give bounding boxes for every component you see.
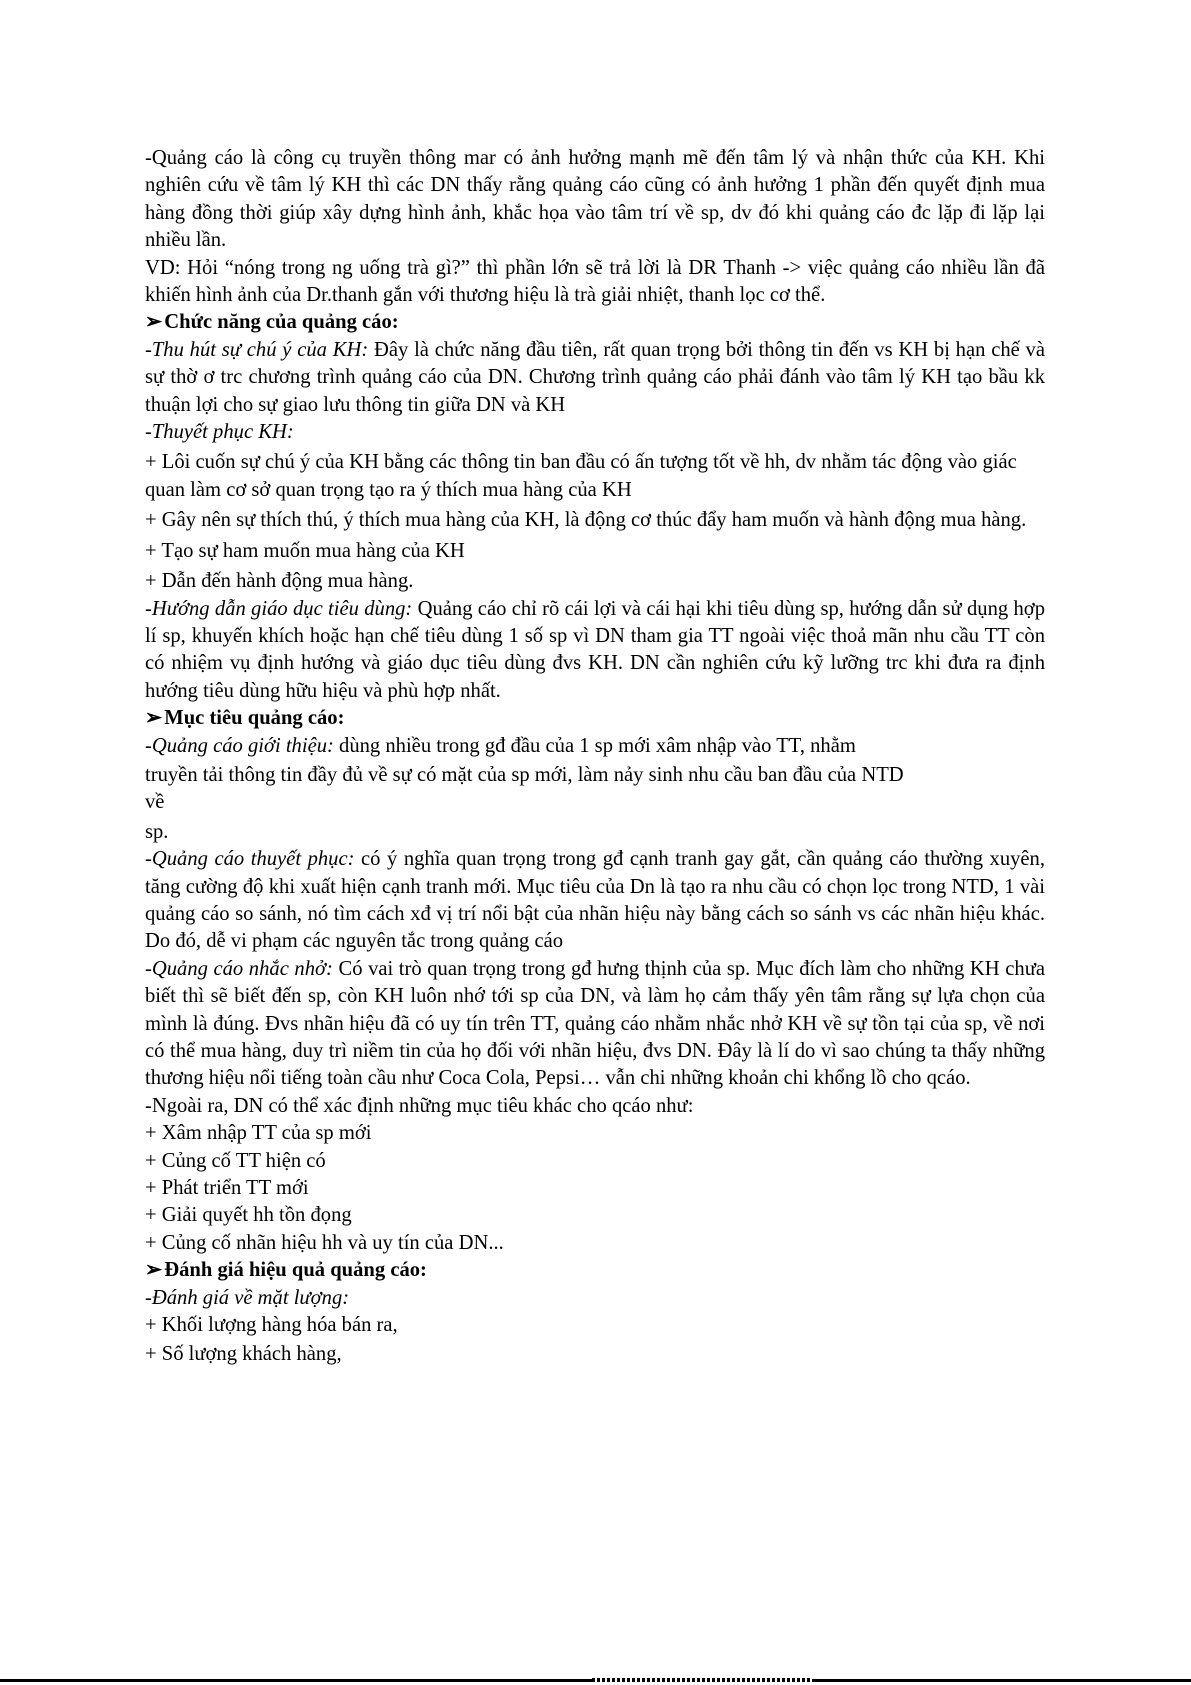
evaluation-bullet: + Khối lượng hàng hóa bán ra, — [145, 1314, 398, 1337]
objective-reminder-title: -Quảng cáo nhắc nhở: — [145, 957, 333, 980]
objective-intro-line: sp. — [145, 820, 169, 843]
other-objective-bullet: + Phát triển TT mới — [145, 1177, 309, 1200]
objective-intro-line: về — [145, 791, 165, 814]
intro-paragraph: -Quảng cáo là công cụ truyền thông mar có ảnh hưởng mạnh mẽ đến tâm lý và nhận thức của KH. Khi nghiên cứu về tâm lý KH thì các DN thấy rằng quảng cáo cũng có ảnh hưởng 1 phần đến quyết định mua hàng đồng thời giúp xây dựng hình ảnh, khắc họa vào tâm trí về sp, dv đó khi quảng cáo đc lặp đi lặp lại nhiều lần. — [145, 147, 1045, 252]
objective-persuade-title: -Quảng cáo thuyết phục: — [145, 848, 355, 871]
function-guide-text: Quảng cáo chỉ rõ cái lợi và cái hại khi tiêu dùng sp, hướng dẫn sử dụng hợp lí sp, khuyến khích hoặc hạn chế tiêu dùng 1 số sp vì DN tham gia TT ngoài việc thoả mãn nhu cầu TT còn có nhiệm vụ định hướng và giáo dục tiêu dùng đvs KH. DN cần nghiên cứu kỹ lưỡng trc khi đưa ra định hướng tiêu dùng hữu hiệu và phù hợp nhất. — [145, 597, 1045, 702]
example-paragraph: VD: Hỏi “nóng trong ng uống trà gì?” thì phần lớn sẽ trả lời là DR Thanh -> việc quảng cáo nhiều lần đã khiến hình ảnh của Dr.thanh gắn với thương hiệu là trà giải nhiệt, thanh lọc cơ thể. — [145, 256, 1045, 307]
other-objective-bullet: + Củng cố TT hiện có — [145, 1149, 326, 1172]
arrow-bullet-icon: ➢ — [145, 707, 163, 730]
objective-intro-text: dùng nhiều trong gđ đầu của 1 sp mới xâm nhập vào TT, nhằm — [333, 734, 856, 757]
other-objective-bullet: + Giải quyết hh tồn đọng — [145, 1204, 352, 1227]
function-persuade-title: -Thuyết phục KH: — [145, 421, 294, 444]
persuade-bullet: + Tạo sự ham muốn mua hàng của KH — [145, 539, 465, 562]
objective-reminder-paragraph — [145, 956, 1045, 1093]
function-attention-title: -Thu hút sự chú ý của KH: — [145, 338, 369, 361]
objective-intro-paragraph — [145, 733, 1045, 760]
section-heading-label: Chức năng của quảng cáo: — [164, 311, 399, 334]
function-guide-title: -Hướng dẫn giáo dục tiêu dùng: — [145, 597, 413, 620]
section-heading-label: Mục tiêu quảng cáo: — [164, 707, 345, 730]
objective-intro-title: -Quảng cáo giới thiệu: — [145, 734, 334, 757]
other-objective-bullet: + Củng cố nhãn hiệu hh và uy tín của DN... — [145, 1231, 504, 1254]
evaluation-bullet: + Số lượng khách hàng, — [145, 1343, 342, 1366]
section-heading-functions — [145, 309, 1045, 336]
arrow-bullet-icon: ➢ — [145, 1259, 163, 1282]
persuade-bullet: + Gây nên sự thích thú, ý thích mua hàng của KH, là động cơ thúc đẩy ham muốn và hành động mua hàng. — [145, 509, 1027, 532]
arrow-bullet-icon: ➢ — [145, 311, 163, 334]
objective-reminder-text: Có vai trò quan trọng trong gđ hưng thịnh của sp. Mục đích làm cho những KH chưa biết thì sẽ biết đến sp, còn KH luôn nhớ tới sp của DN, và làm họ cảm thấy yên tâm rằng sự lựa chọn của mình là đúng. Đvs nhãn hiệu đã có uy tín trên TT, quảng cáo nhằm nhắc nhở KH về sự tồn tại của sp, về nơi có thể mua hàng, duy trì niềm tin của họ đối với nhãn hiệu, đvs DN. Đây là lí do vì sao chúng ta thấy những thương hiệu nổi tiếng toàn cầu như Coca Cola, Pepsi… vẫn chi những khoản chi khổng lồ cho qcáo. — [145, 957, 1045, 1090]
function-attention-paragraph — [145, 337, 1045, 419]
other-objectives-paragraph: -Ngoài ra, DN có thể xác định những mục tiêu khác cho qcáo như: — [145, 1094, 694, 1117]
page-bottom-mark — [592, 1678, 812, 1682]
objective-intro-line: truyền tải thông tin đầy đủ về sự có mặt của sp mới, làm nảy sinh nhu cầu ban đầu của NTD — [145, 763, 904, 786]
evaluation-quantity-title: -Đánh giá về mặt lượng: — [145, 1286, 350, 1309]
objective-persuade-paragraph — [145, 846, 1045, 956]
section-heading-objectives — [145, 705, 1045, 732]
function-attention-text: Đây là chức năng đầu tiên, rất quan trọng bởi thông tin đến vs KH bị hạn chế và sự thờ ơ trc chương trình quảng cáo của DN. Chương trình quảng cáo phải đánh vào tâm lý KH tạo bầu kk thuận lợi cho sự giao lưu thông tin giữa DN và KH — [145, 338, 1045, 416]
function-guide-paragraph — [145, 596, 1045, 706]
objective-persuade-text: có ý nghĩa quan trọng trong gđ cạnh tranh gay gắt, cần quảng cáo thường xuyên, tăng cường độ khi xuất hiện cạnh tranh mới. Mục tiêu của Dn là tạo ra nhu cầu có chọn lọc trong NTD, 1 vài quảng cáo so sánh, nó tìm cách xđ vị trí nổi bật của nhãn hiệu này bằng cách so sánh vs các nhãn hiệu khác. Do đó, dễ vi phạm các nguyên tắc trong quảng cáo — [145, 848, 1046, 953]
section-heading-evaluation — [145, 1257, 1045, 1284]
section-heading-label: Đánh giá hiệu quả quảng cáo: — [164, 1259, 427, 1282]
document-body — [145, 145, 1045, 1369]
persuade-bullet: + Dẫn đến hành động mua hàng. — [145, 570, 414, 593]
persuade-bullet: + Lôi cuốn sự chú ý của KH bằng các thông tin ban đầu có ấn tượng tốt về hh, dv nhằm tác động vào giác quan làm cơ sở quan trọng tạo ra ý thích mua hàng của KH — [145, 451, 1017, 501]
other-objective-bullet: + Xâm nhập TT của sp mới — [145, 1122, 372, 1145]
